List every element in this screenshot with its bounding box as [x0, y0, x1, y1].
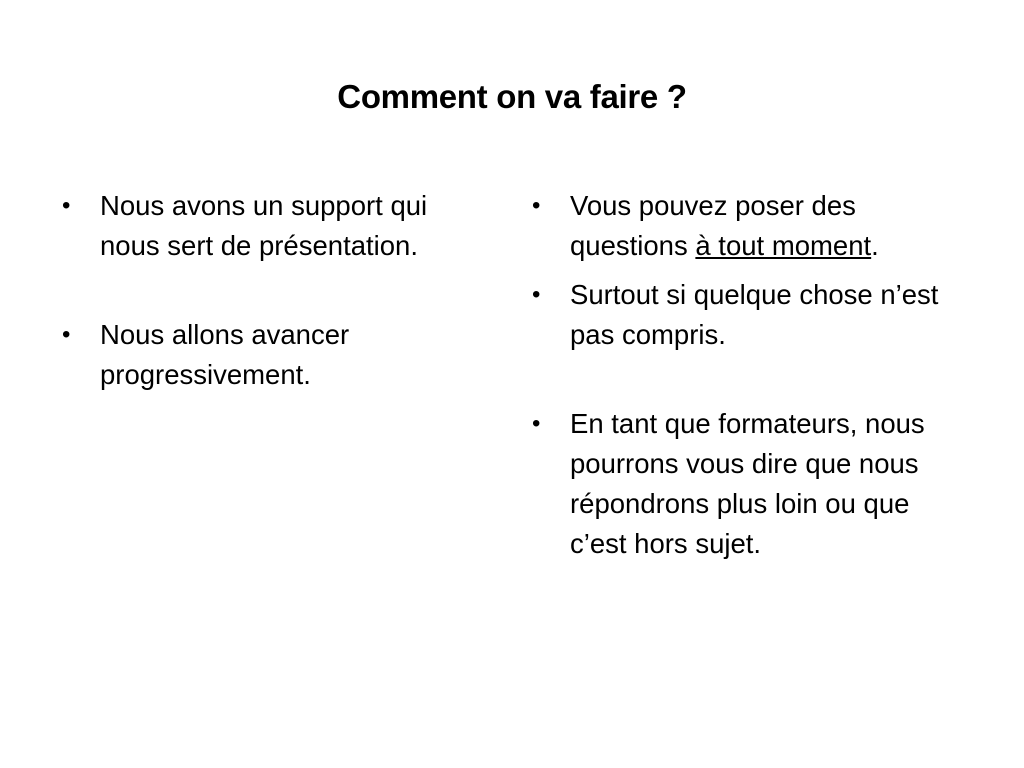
- bullet-text-suffix: .: [871, 230, 879, 261]
- bullet-text: [570, 190, 879, 261]
- underlined-emphasis: à tout moment: [695, 230, 872, 261]
- bullet-item: [532, 275, 972, 355]
- bullet-text: Nous allons avancer progressivement.: [100, 319, 350, 390]
- right-bullet-list: [532, 186, 972, 573]
- bullet-item: [62, 315, 482, 395]
- bullet-icon: •: [62, 192, 71, 219]
- bullet-icon: •: [532, 192, 541, 219]
- bullet-icon: •: [532, 281, 541, 308]
- bullet-text: En tant que formateurs, nous pourrons vous dire que nous répondrons plus loin ou que c’est hors sujet.: [570, 408, 925, 559]
- bullet-icon: •: [62, 321, 71, 348]
- slide-title: Comment on va faire ?: [337, 78, 687, 115]
- bullet-text-prefix: Vous pouvez poser des questions: [570, 190, 856, 261]
- bullet-item: [532, 186, 972, 266]
- bullet-item: [532, 404, 972, 564]
- bullet-icon: •: [532, 410, 541, 437]
- left-bullet-list: [62, 186, 482, 404]
- bullet-item: [62, 186, 482, 266]
- bullet-text: Surtout si quelque chose n’est pas compris.: [570, 279, 939, 350]
- bullet-text: Nous avons un support qui nous sert de présentation.: [100, 190, 428, 261]
